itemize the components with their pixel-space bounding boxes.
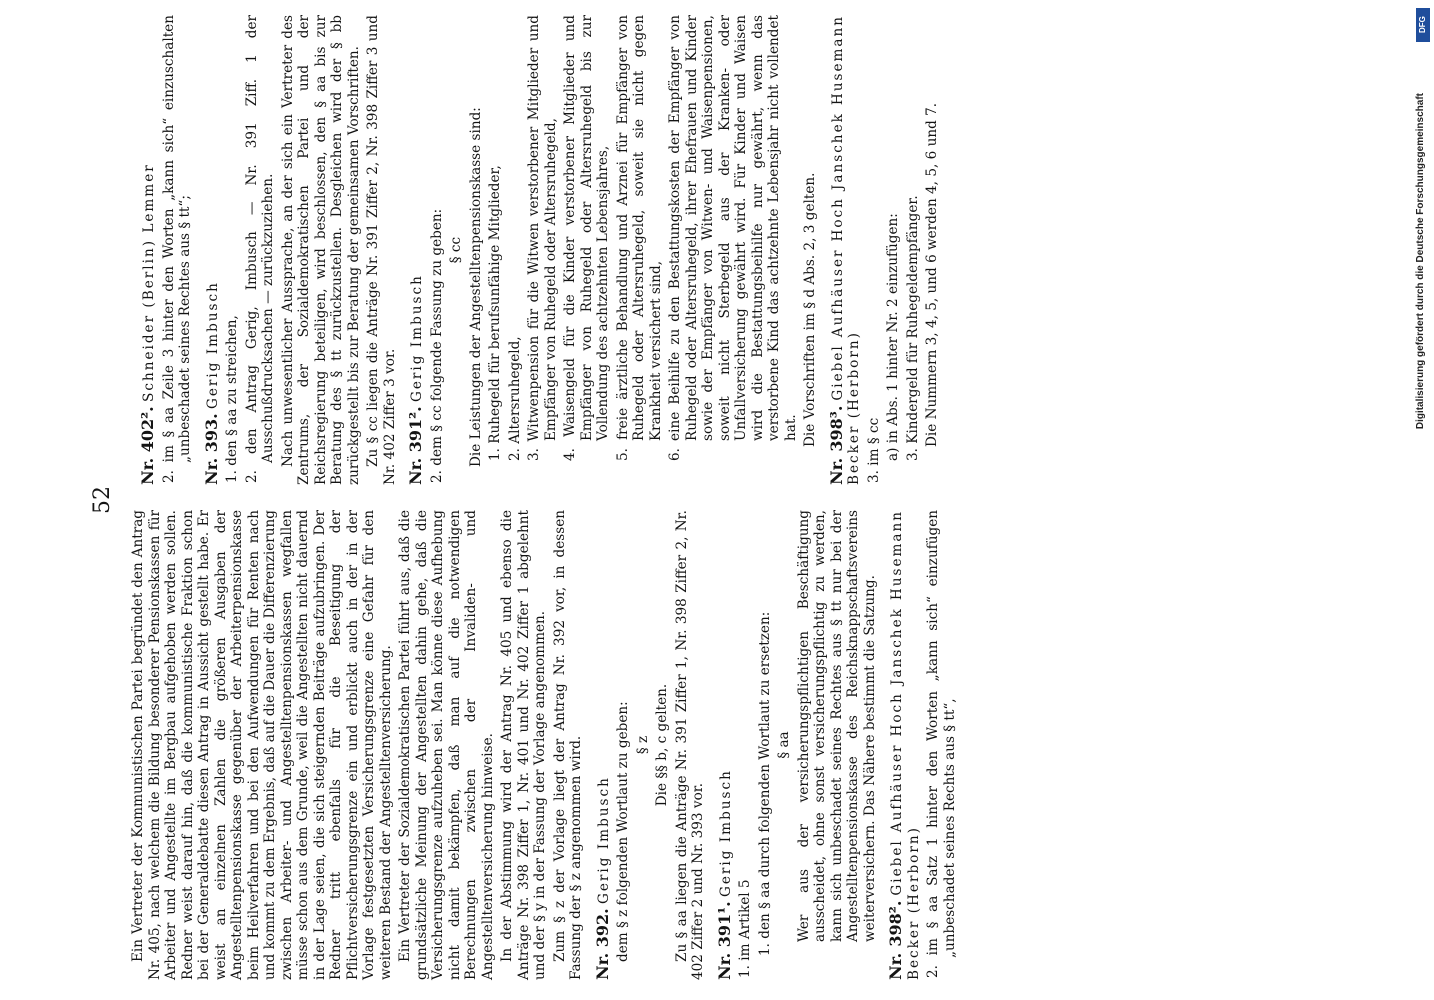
- motion-header: [714, 510, 735, 980]
- motion-signatories: Schneider (Berlin) Lemmer: [141, 163, 157, 402]
- motion-header: [592, 510, 613, 980]
- motion-header: [408, 15, 426, 485]
- paragraph: 3. im § cc: [865, 417, 882, 483]
- paragraph: 2. den Antrag Gerig, Imbusch — Nr. 391 Ziff. 1 der Ausschußdrucksachen — zurückzuziehen.: [243, 15, 276, 483]
- paragraph: 4. Waisengeld für die Kinder verstorbener Mitglieder und Empfänger von Ruhegeld oder Altersruhegeld bis zur Vollendung des achtzehnten Lebensjahres,: [562, 15, 611, 461]
- paragraph: § z: [634, 735, 651, 755]
- motion-header: [826, 15, 863, 485]
- paragraph: 1. im Artikel 5: [737, 879, 753, 978]
- paragraph: Ein Vertreter der Sozialdemokratischen Partei führt aus, daß die grundsätzliche Meinung der Angestellten dahin gehe, daß die Versicherungsgrenze aufzuheben sei. Man könne diese Aufhebung nicht damit bekämpfen, daß man auf die notwendigen Berechnungen zwischen der Invaliden- und Angestelltenversicherung hinweise.: [397, 510, 496, 980]
- paragraph: Ein Vertreter der Kommunistischen Partei begründet den Antrag Nr. 405, nach welchem die Bildung besonderer Pensionskassen für Arbeiter und Angestellte im Bergbau aufgehoben werden sollen. Redner weist darauf hin, daß die kommunistische Fraktion schon bei der Generaldebatte diesen Antrag in Aussicht gestellt habe. Er weist an einzelnen Zahlen die größeren Ausgaben der Angestelltenpensionskasse gegenüber der Arbeiterpensionskasse beim Heilverfahren und bei den Aufwendungen für Renten nach und kommt zu dem Ergebnis, daß auf die Dauer die Differenzierung zwischen Arbeiter- und Angestelltenpensionskassen wegfallen müsse schon aus dem Grunde, weil die Angestellten nicht dauernd in der Lage seien, die sich steigernden Beiträge aufzubringen. Der Redner tritt ebenfalls für die Beseitigung der Pflichtversicherungsgrenze ein und erblickt auch in der in der Vorlage festgesetzten Versicherungsgrenze eine Gefahr für den weiteren Bestand der Angestelltenversicherung.: [130, 510, 394, 980]
- paragraph: 5. freie ärztliche Behandlung und Arznei für Empfänger von Ruhegeld oder Altersruhegeld, soweit sie nicht gegen Krankheit versichert sind,: [614, 15, 664, 461]
- paragraph: § aa: [776, 731, 792, 759]
- motion-signatories: Giebel Aufhäuser Hoch Janschek Husemann Becker (Herborn): [889, 510, 922, 980]
- paragraph: 1. den § aa durch folgenden Wortlaut zu ersetzen:: [756, 611, 773, 956]
- digitization-note: Digitalisierung gefördert durch die Deutsche Forschungsgemeinschaft: [1415, 93, 1426, 430]
- paragraph: Die Vorschriften im § d Abs. 2, 3 gelten.: [802, 172, 818, 447]
- paragraph: 1. Ruhegeld für berufsunfähige Mitglieder,: [487, 165, 503, 461]
- motion-header: [140, 15, 158, 485]
- paragraph: 6. eine Beihilfe zu den Bestattungskosten der Empfänger von Ruhegeld oder Altersruhegeld, ihrer Ehefrauen und Kinder sowie der Empfänger von Witwen- und Waisenpensionen, soweit nicht Sterbegeld aus der Kranken- oder Unfallversicherung gewährt wird. Für Kinder und Waisen wird die Bestattungsbeihilfe nur gewährt, wenn das verstorbene Kind das achtzehnte Lebensjahr nicht vollendet hat.: [667, 15, 799, 461]
- paragraph: Die Nummern 3, 4, 5, und 6 werden 4, 5, 6 und 7.: [924, 102, 940, 447]
- motion-signatories: Gerig Imbusch: [595, 776, 612, 904]
- left-column: [130, 510, 961, 980]
- motion-signatories: Gerig Imbusch: [204, 281, 221, 409]
- paragraph: In der Abstimmung wird der Antrag Nr. 405 und ebenso die Anträge Nr. 398 Ziffer 1, Nr. 401 und Nr. 402 Ziffer 1 abgelehnt und der § y in der Fassung der Vorlage angenommen.: [499, 510, 548, 980]
- paragraph: Wer aus der versicherungspflichtigen Beschäftigung ausscheidet, ohne sonst versicherungspflichtig zu werden, kann sich unbeschadet seines Rechtes aus § tt nur bei der Angestelltenpensionskasse des Reichsknappschaftsvereins weiterversichern. Das Nähere bestimmt die Satzung.: [795, 510, 878, 942]
- motion-number: Nr. 392.: [592, 908, 612, 980]
- motion-signatories: Giebel Aufhäuser Hoch Janschek Husemann Becker (Herborn): [829, 15, 862, 485]
- page-number: 52: [90, 486, 115, 514]
- paragraph: a) in Abs. 1 hinter Nr. 2 einzufügen:: [885, 213, 901, 461]
- motion-number: Nr. 391¹.: [714, 901, 734, 980]
- dfg-logo: DFG: [1416, 8, 1430, 42]
- motion-number: Nr. 391².: [406, 406, 425, 485]
- paragraph: 2. dem § cc folgende Fassung zu geben:: [428, 208, 445, 483]
- paragraph: dem § z folgenden Wortlaut zu geben:: [615, 701, 631, 962]
- rotated-document: [90, 0, 1290, 1000]
- paragraph: 2. im § aa Zeile 3 hinter den Worten „kann sich“ einzuschalten „unbeschadet seines Rechtes aus § tt“;: [160, 15, 193, 483]
- paragraph: Zu § aa liegen die Anträge Nr. 391 Ziffer 1, Nr. 398 Ziffer 2, Nr. 402 Ziffer 2 und Nr. 393 vor.: [673, 510, 706, 980]
- paragraph: Zu § cc liegen die Anträge Nr. 391 Ziffer 2, Nr. 398 Ziffer 3 und Nr. 402 Ziffer 3 vor.: [365, 15, 398, 485]
- paragraph: 1. den § aa zu streichen,: [224, 315, 240, 483]
- paragraph: Die §§ b, c gelten.: [654, 683, 670, 807]
- paragraph: Die Leistungen der Angestelltenpensionskasse sind:: [467, 107, 484, 467]
- motion-number: Nr. 398³.: [826, 405, 846, 485]
- motion-number: Nr. 398².: [886, 900, 905, 980]
- paragraph: § cc: [448, 236, 464, 264]
- paragraph: Nach unwesentlicher Aussprache, an der sich ein Vertreter des Zentrums, der Sozialdemokratischen Partei und der Reichsregierung beteiligen, wird beschlossen, den § aa bis zur Beratung des § tt zurückzustellen. Desgleichen wird der § bb zurückgestellt bis zur Beratung der gemeinsamen Vorschriften.: [279, 15, 362, 485]
- paragraph: 2. Altersruhegeld,: [506, 336, 523, 461]
- paragraph: 2. im § aa Satz 1 hinter den Worten „kann sich“ einzufügen „unbeschadet seines Rechts aus § tt“,: [925, 510, 958, 978]
- paragraph: 3. Witwenpension für die Witwen verstorbener Mitglieder und Empfänger von Ruhegeld oder Altersruhegeld,: [526, 15, 559, 461]
- paragraph: Zum § z der Vorlage liegt der Antrag Nr. 392 vor, in dessen Fassung der § z angenommen wird.: [551, 510, 584, 980]
- motion-number: Nr. 393.: [201, 413, 221, 485]
- right-column: [130, 15, 944, 485]
- motion-header: [888, 510, 922, 980]
- motion-signatories: Gerig Imbusch: [717, 769, 734, 897]
- paragraph: 3. Kindergeld für Ruhegeldempfänger.: [904, 195, 921, 461]
- motion-signatories: Gerig Imbusch: [409, 274, 425, 402]
- digitization-sidebar: [1410, 8, 1432, 993]
- motion-number: Nr. 402².: [138, 406, 157, 485]
- motion-header: [201, 15, 222, 485]
